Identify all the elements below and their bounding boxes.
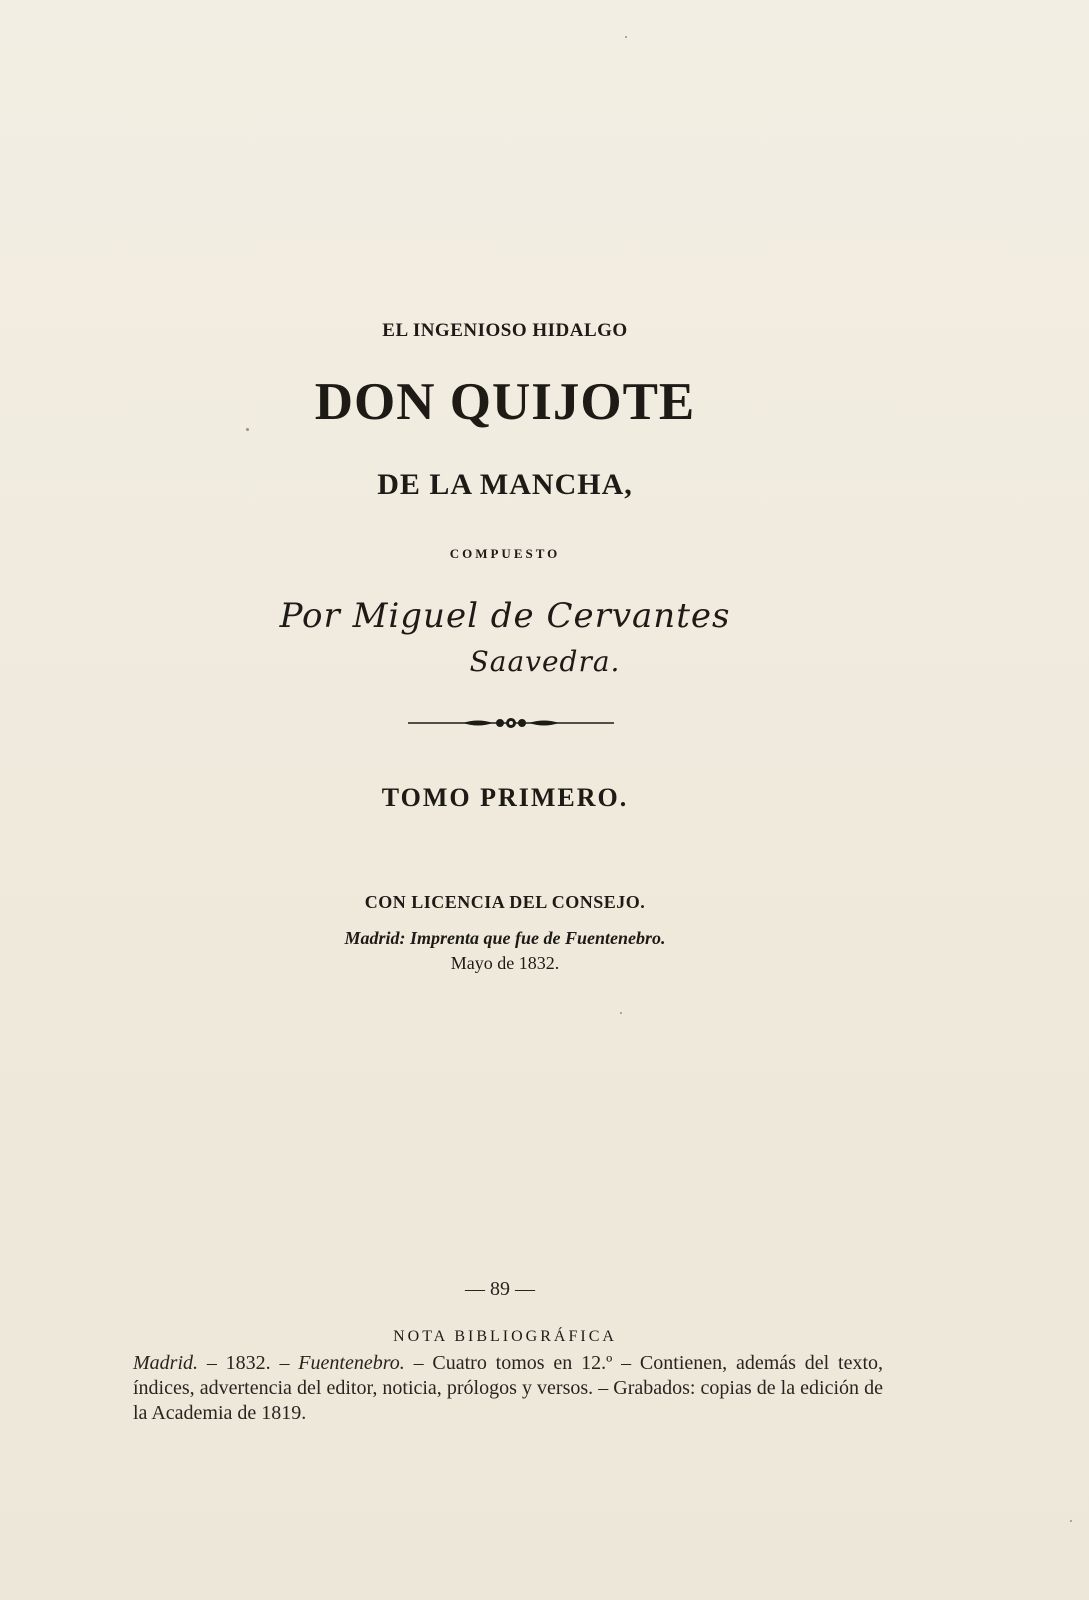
title-line-hidalgo: EL INGENIOSO HIDALGO <box>382 320 628 341</box>
paper-speck <box>625 36 627 38</box>
subtitle: DE LA MANCHA, <box>377 468 633 501</box>
page-number: — 89 — <box>465 1278 535 1300</box>
date-line: Mayo de 1832. <box>450 953 560 973</box>
paper-speck <box>1070 1520 1072 1522</box>
license-line: CON LICENCIA DEL CONSEJO. <box>364 892 646 912</box>
volume-label: TOMO PRIMERO. <box>381 783 629 812</box>
nota-body <box>133 1351 883 1426</box>
nota-sep: – 1832. – <box>198 1352 299 1374</box>
compuesto-label: COMPUESTO <box>449 546 561 561</box>
main-title: DON QUIJOTE <box>314 373 696 431</box>
ornament-rule-icon <box>408 716 614 730</box>
nota-printer: Fuentenebro. <box>298 1352 405 1374</box>
nota-place: Madrid. <box>133 1352 198 1374</box>
author-line-2: Saavedra. <box>469 645 621 678</box>
paper-speck <box>246 428 249 431</box>
imprint-line: Madrid: Imprenta que fue de Fuentenebro. <box>344 928 666 948</box>
paper-speck <box>620 1012 622 1014</box>
nota-text: – Cuatro tomos en 12.º – Contienen, además del texto, índices, advertencia del editor, noticia, prólogos y versos. – Grabados: copias de la edición de la Academia de 1819. <box>133 1352 883 1424</box>
author-line-1: Por Miguel de Cervantes <box>279 596 731 636</box>
nota-heading: NOTA BIBLIOGRÁFICA <box>393 1328 617 1345</box>
